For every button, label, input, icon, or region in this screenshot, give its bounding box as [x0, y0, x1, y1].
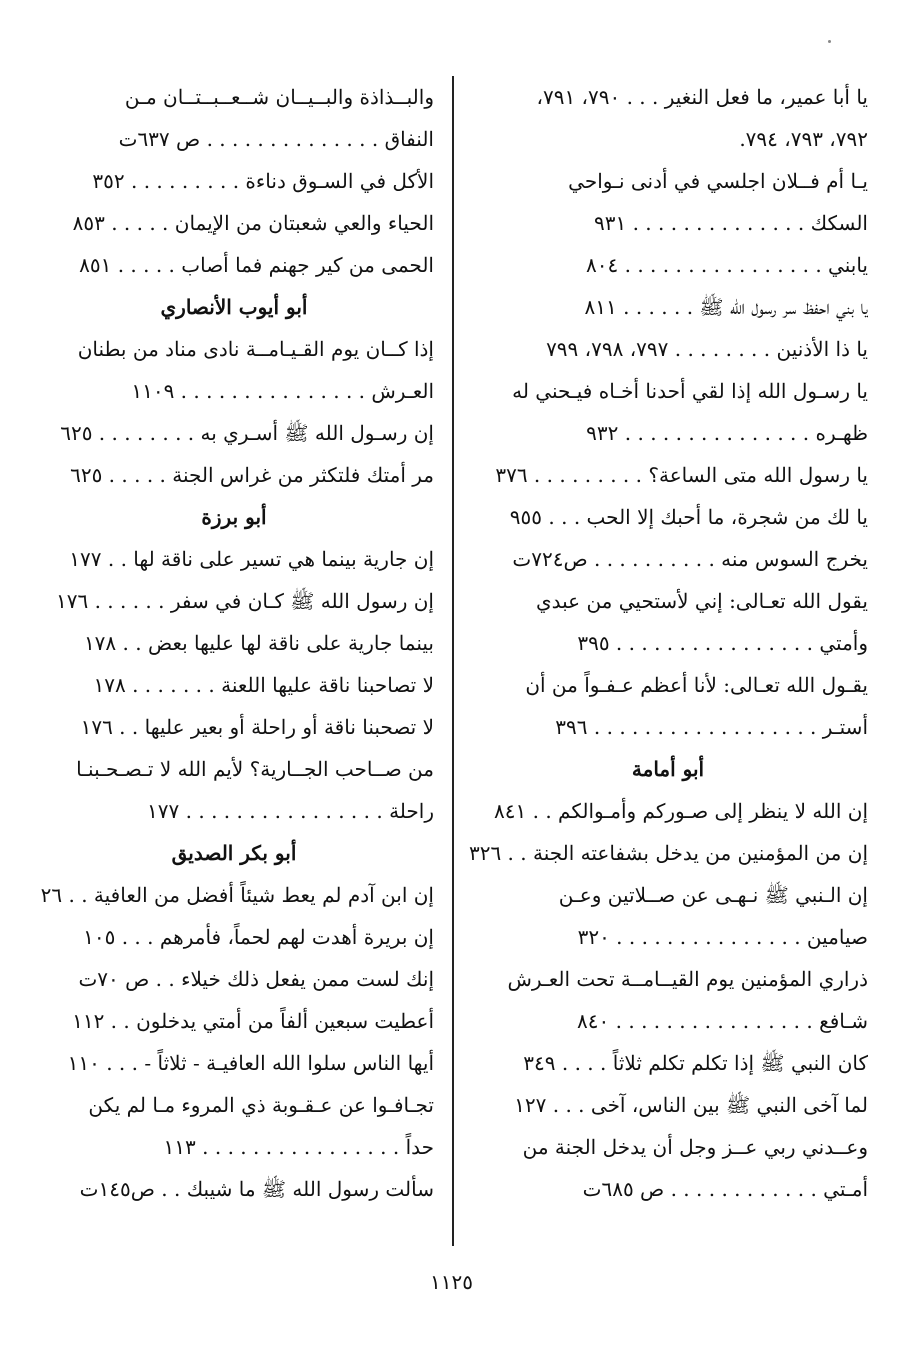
index-entry: وأمتي . . . . . . . . . . . . . . . . ٣٩٥ [577, 631, 868, 655]
index-entry: يا رسـول الله إذا لقي أحدنا أخـاه فيـحني له [512, 379, 868, 403]
index-entry: يابني . . . . . . . . . . . . . . . . ٨٠٤ [586, 253, 868, 277]
index-entry: يا لك من شجرة، ما أحبك إلا الحب . . . ٩٥٥ [509, 505, 868, 529]
index-entry: إن رسول الله ﷺ كـان في سفر . . . . . . ١٧٦ [55, 589, 434, 613]
index-entry: يقول الله تعـالى: إني لأستحيي من عبدي [535, 589, 868, 613]
index-entry: لما آخى النبي ﷺ بين الناس، آخى . . . ١٢٧ [514, 1093, 868, 1117]
index-entry: راحلة . . . . . . . . . . . . . . . . ١٧٧ [147, 799, 434, 823]
index-entry: مر أمتك فلتكثر من غراس الجنة . . . . . ٦٢٥ [70, 463, 434, 487]
index-entry: تجـافـوا عن عـقـوبة ذي المروء مـا لم يكن [88, 1093, 434, 1117]
index-entry: إن الـنبي ﷺ نـهـى عن صــلاتين وعـن [558, 883, 868, 907]
index-entry: أعطيت سبعين ألفاً من أمتي يدخلون . . ١١٢ [72, 1009, 434, 1033]
index-entry: سألت رسول الله ﷺ ما شيبك . . ص١٤٥ت [79, 1177, 434, 1201]
index-entry: شـافع . . . . . . . . . . . . . . . . ٨٤٠ [577, 1009, 868, 1033]
index-entry: أيها الناس سلوا الله العافيـة - ثلاثاً - . . . ١١٠ [67, 1051, 434, 1075]
index-entry: إن رسـول الله ﷺ أسـري به . . . . . . . . ٦٢٥ [60, 421, 434, 445]
index-entry: يا أبا عمير، ما فعل النغير . . . ٧٩٠، ٧٩١، [536, 85, 868, 109]
index-entry: إن بريرة أهدت لهم لحماً، فأمرهم . . . ١٠٥ [83, 925, 434, 949]
index-entry: الحياء والعي شعبتان من الإيمان . . . . . ٨٥٣ [72, 211, 434, 235]
index-entry: إذا كــان يوم القـيـامــة نادى مناد من بطنان [77, 337, 434, 361]
index-entry: إن جارية بينما هي تسير على ناقة لها . . ١٧٧ [69, 547, 434, 571]
right-column [468, 76, 868, 1210]
index-entry: أستـر . . . . . . . . . . . . . . . . . . ٣٩٦ [555, 715, 868, 739]
section-heading: أبو أيوب الأنصاري [160, 295, 308, 319]
index-entry: بينما جارية على ناقة لها عليها بعض . . ١٧٨ [83, 631, 434, 655]
index-entry: كان النبي ﷺ إذا تكلم تكلم ثلاثاً . . . . ٣٤٩ [523, 1051, 868, 1075]
index-entry: الأكل في السـوق دناءة . . . . . . . . . ٣٥٢ [92, 169, 434, 193]
left-column [34, 76, 434, 1210]
index-entry: يخرج السوس منه . . . . . . . . . . ص٧٢٤ت [512, 547, 868, 571]
index-entry: ٧٩٢، ٧٩٣، ٧٩٤. [739, 127, 868, 151]
index-entry: إنك لست ممن يفعل ذلك خيلاء . . ص ٧٠ت [78, 967, 434, 991]
index-entry: يا بني احفظ سر رسول الله ﷺ . . . . . . ٨١١ [584, 295, 868, 319]
scan-speck [828, 40, 831, 43]
index-entry: يا ذا الأذنين . . . . . . . . ٧٩٧، ٧٩٨، ٧٩٩ [546, 337, 868, 361]
section-heading: أبو برزة [201, 505, 267, 529]
index-entry: إن من المؤمنين من يدخل بشفاعته الجنة . . ٣٢٦ [468, 841, 868, 865]
index-entry: يـا أم فــلان اجلسي في أدنى نـواحي [568, 169, 868, 193]
index-entry: السكك . . . . . . . . . . . . . . ٩٣١ [594, 211, 868, 235]
index-entry: العـرش . . . . . . . . . . . . . . . ١١٠٩ [131, 379, 434, 403]
section-heading: أبو أمامة [631, 757, 705, 781]
index-entry: يا رسول الله متى الساعة؟ . . . . . . . . . ٣٧٦ [495, 463, 868, 487]
index-entry: وعــدني ربي عــز وجل أن يدخل الجنة من [522, 1135, 868, 1159]
section-heading: أبو بكر الصديق [171, 841, 297, 865]
index-entry: أمـتي . . . . . . . . . . . . ص ٦٨٥ت [582, 1177, 868, 1201]
index-entry: ذراري المؤمنين يوم القيــامــة تحت العـرش [507, 967, 868, 991]
index-entry: إن ابن آدم لم يعط شيئاً أفضل من العافية . . ٢٦ [40, 883, 434, 907]
index-entry: من صــاحب الجــارية؟ لأيم الله لا تـصـحـبنـا [76, 757, 434, 781]
index-entry: لا تصاحبنا ناقة عليها اللعنة . . . . . . . ١٧٨ [93, 673, 434, 697]
index-entry: النفاق . . . . . . . . . . . . . . ص ٦٣٧ت [118, 127, 434, 151]
index-entry: إن الله لا ينظر إلى صـوركم وأمـوالكم . . ٨٤١ [494, 799, 868, 823]
index-entry: يقـول الله تعـالى: لأنا أعظم عـفـواً من أن [525, 673, 868, 697]
index-entry: الحمى من كير جهنم فما أصاب . . . . . ٨٥١ [79, 253, 434, 277]
page-number: ١١٢٥ [430, 1270, 473, 1294]
column-divider [452, 76, 454, 1246]
index-entry: ظهـره . . . . . . . . . . . . . . . ٩٣٢ [586, 421, 868, 445]
index-entry: صيامين . . . . . . . . . . . . . . . ٣٢٠ [577, 925, 868, 949]
index-entry: لا تصحبنا ناقة أو راحلة أو بعير عليها . . ١٧٦ [80, 715, 434, 739]
index-entry: حداً . . . . . . . . . . . . . . . . ١١٣ [163, 1135, 434, 1159]
index-entry: والبــذاذة والبــيــان شــعــبــتــان مـن [124, 85, 434, 109]
